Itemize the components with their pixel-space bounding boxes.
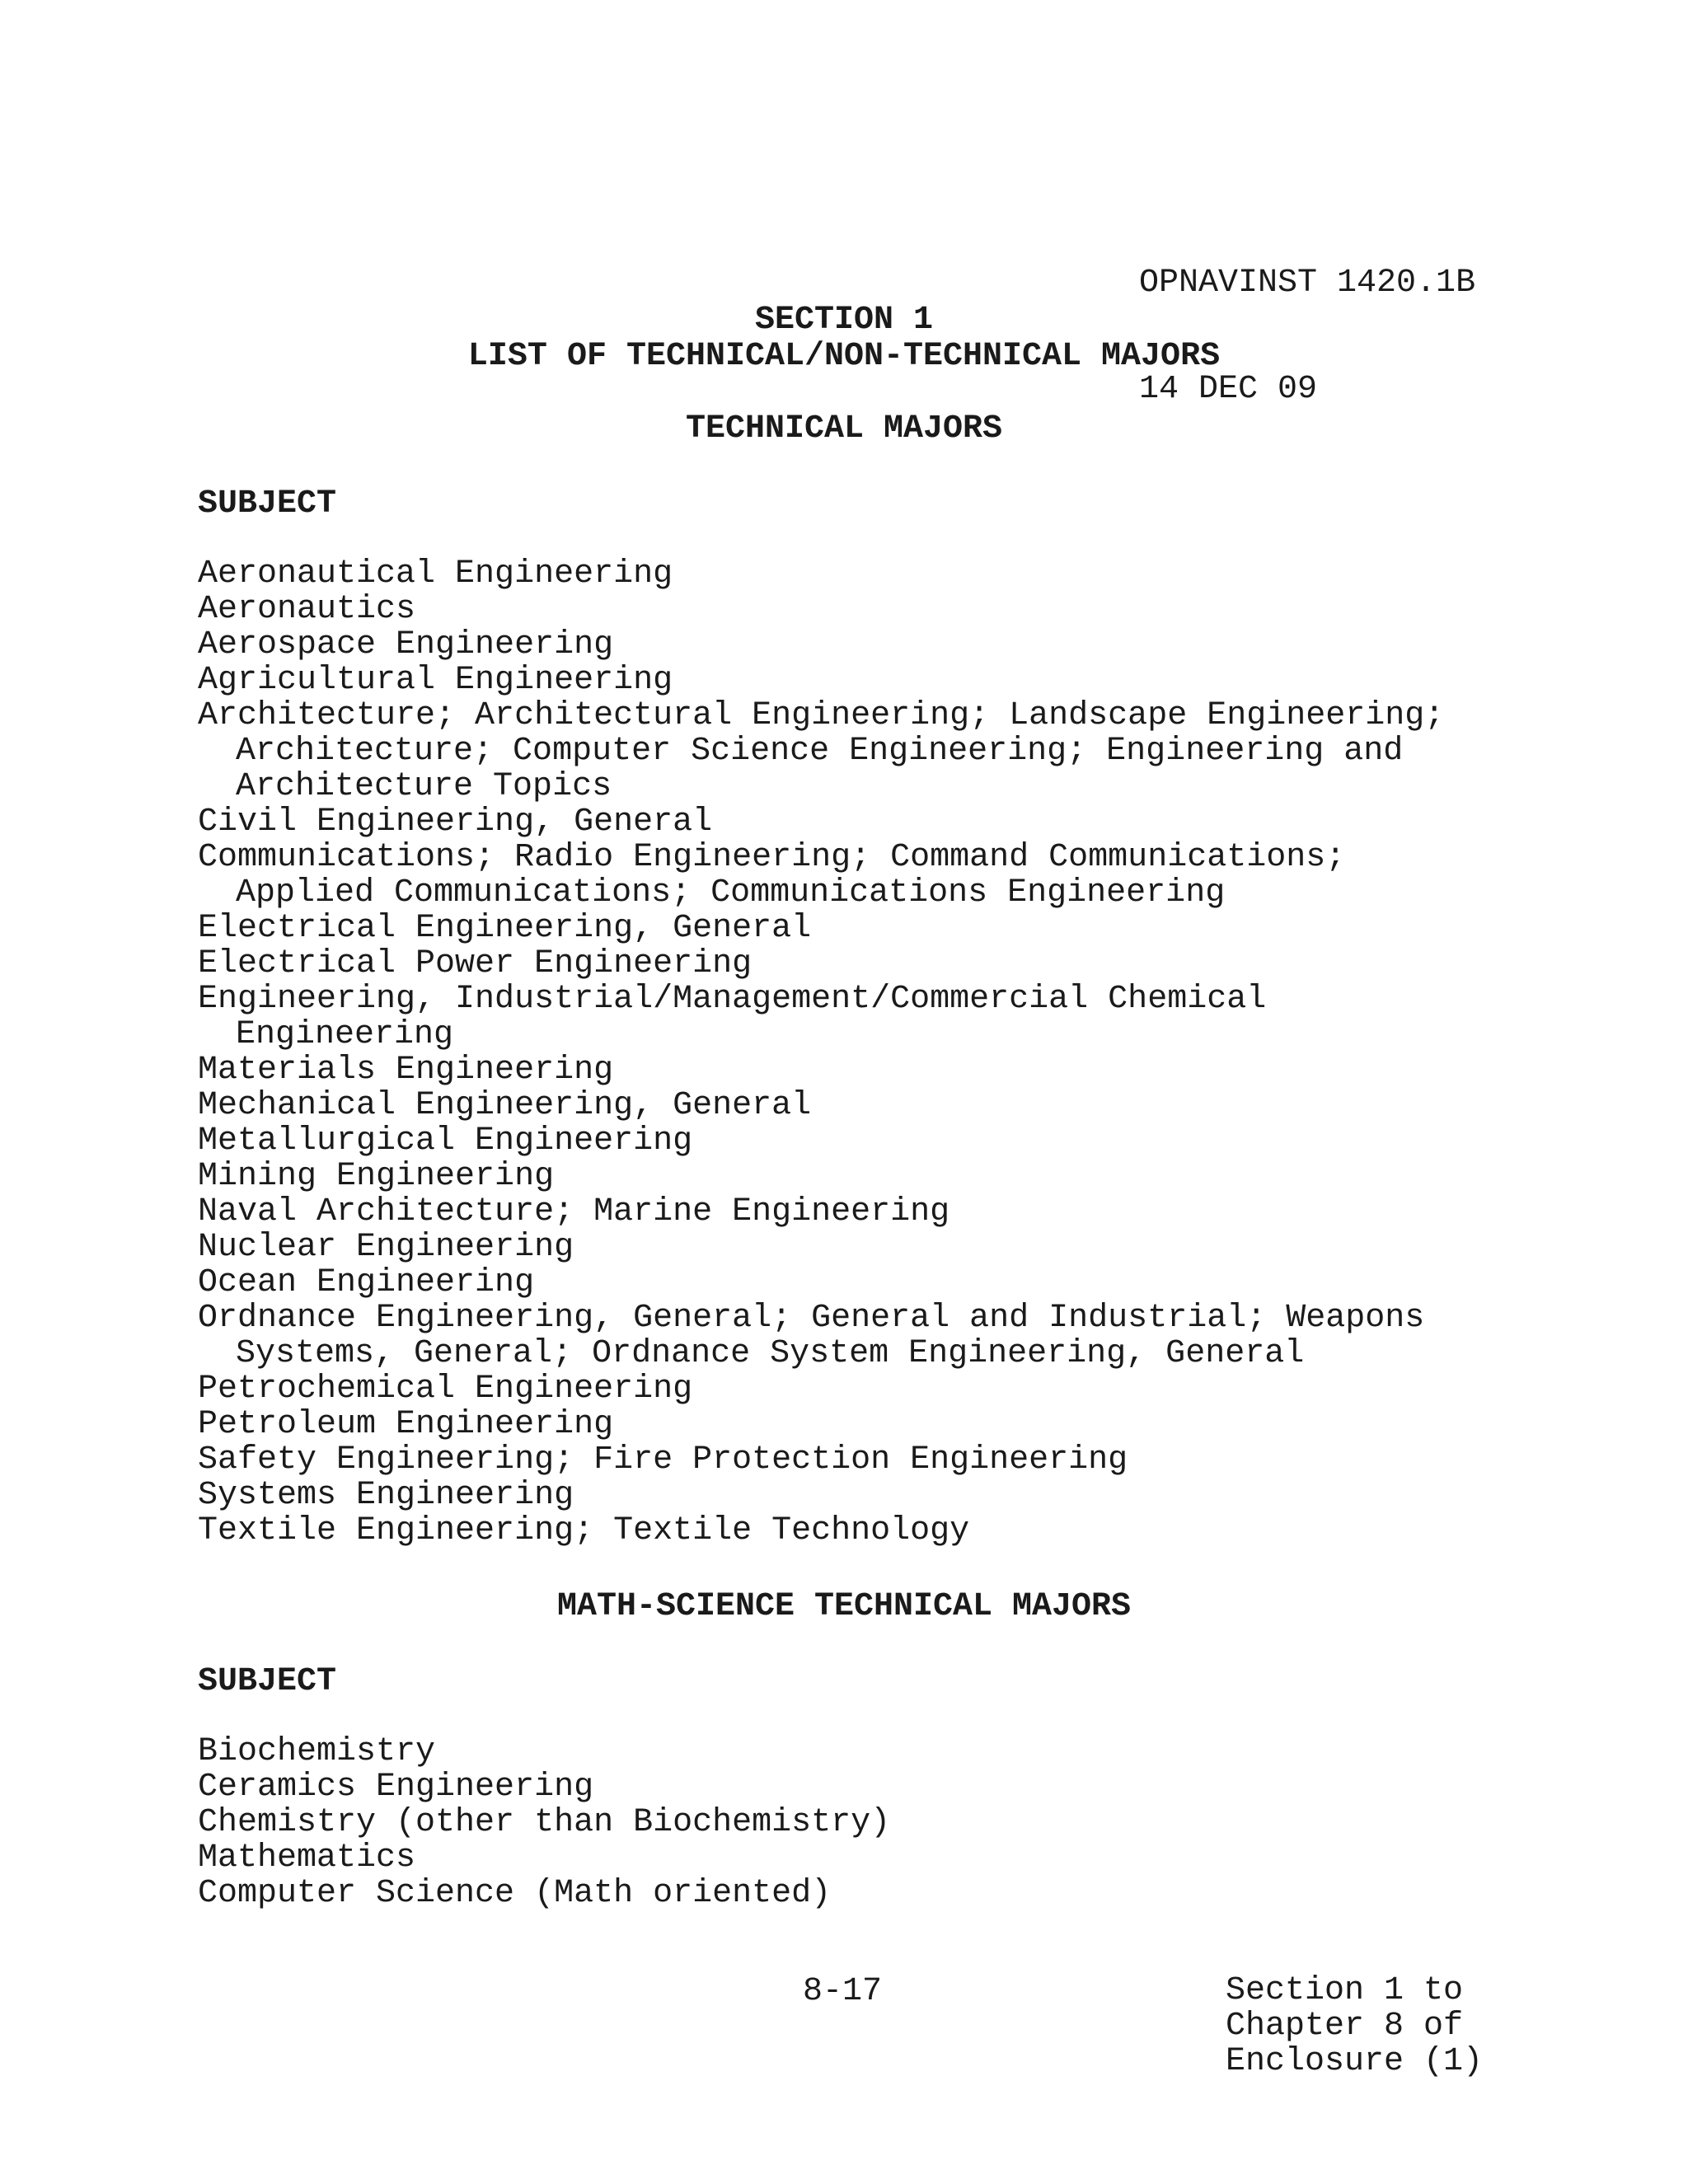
list-item (198, 982, 1444, 1052)
enclosure-reference-line: Chapter 8 of (1226, 2008, 1464, 2045)
list-item (198, 663, 1444, 698)
math-science-heading: MATH-SCIENCE TECHNICAL MAJORS (556, 1588, 1132, 1625)
list-item-text: Chemistry (other than Biochemistry) (198, 1804, 891, 1841)
list-item (198, 1478, 1444, 1513)
list-item (198, 592, 1444, 627)
list-item-text: Civil Engineering, General (198, 804, 713, 841)
document-number: OPNAVINST 1420.1B (1139, 265, 1476, 302)
enclosure-reference-line: Enclosure (1) (1226, 2043, 1484, 2080)
list-item (198, 1159, 1444, 1194)
list-item-text: Ceramics Engineering (198, 1769, 594, 1806)
list-item (198, 698, 1444, 804)
list-item-text: Safety Engineering; Fire Protection Engineering (198, 1441, 1128, 1479)
list-item-text: Metallurgical Engineering (198, 1122, 693, 1160)
list-item (198, 1442, 1444, 1478)
list-item (198, 1301, 1444, 1371)
list-item-text: Nuclear Engineering (198, 1229, 574, 1266)
list-item (198, 1088, 1444, 1123)
list-item (198, 1123, 1444, 1159)
list-item (198, 1371, 1444, 1407)
list-item-text: Communications; Radio Engineering; Command Communications; (198, 839, 1346, 876)
list-item-text: Biochemistry (198, 1733, 436, 1770)
list-item-continuation: Architecture; Computer Science Engineering; Engineering and (236, 733, 1404, 770)
list-item-continuation: Applied Communications; Communications Engineering (236, 874, 1226, 912)
list-item-text: Aerospace Engineering (198, 626, 614, 663)
list-item-text: Systems Engineering (198, 1477, 574, 1514)
list-item (198, 1840, 890, 1876)
subject-label-math-science: SUBJECT (198, 1663, 337, 1700)
list-item (198, 1265, 1444, 1301)
list-item (198, 1876, 890, 1911)
list-item-continuation: Systems, General; Ordnance System Engineering, General (236, 1335, 1305, 1372)
list-item-text: Naval Architecture; Marine Engineering (198, 1193, 950, 1230)
list-item-continuation: Engineering (236, 1016, 454, 1053)
math-science-majors-list (198, 1734, 890, 1911)
section-title: SECTION 1 (754, 302, 934, 339)
subject-label-technical: SUBJECT (198, 485, 337, 523)
list-item-text: Engineering, Industrial/Management/Commercial Chemical (198, 981, 1267, 1018)
list-item (198, 1194, 1444, 1230)
list-item-text: Petroleum Engineering (198, 1406, 614, 1443)
list-item-text: Ordnance Engineering, General; General and Industrial; Weapons (198, 1300, 1425, 1337)
list-item-text: Architecture; Architectural Engineering; Landscape Engineering; (198, 697, 1445, 734)
list-item-text: Materials Engineering (198, 1052, 614, 1089)
list-item-text: Electrical Engineering, General (198, 910, 812, 947)
list-item-text: Ocean Engineering (198, 1264, 535, 1301)
technical-majors-heading: TECHNICAL MAJORS (685, 410, 1003, 448)
list-item (198, 1230, 1444, 1265)
list-item (198, 804, 1444, 840)
list-item-text: Mining Engineering (198, 1158, 555, 1195)
list-item-text: Mathematics (198, 1840, 416, 1877)
list-item-text: Computer Science (Math oriented) (198, 1875, 832, 1912)
enclosure-reference-line: Section 1 to (1226, 1972, 1464, 2009)
list-item (198, 840, 1444, 911)
list-item (198, 946, 1444, 982)
list-item (198, 1513, 1444, 1549)
list-item-text: Agricultural Engineering (198, 662, 673, 699)
document-date: 14 DEC 09 (1139, 371, 1318, 408)
technical-majors-list (198, 556, 1444, 1549)
page-number: 8-17 (803, 1973, 883, 2010)
list-item (198, 627, 1444, 663)
list-item (198, 1734, 890, 1769)
list-item-text: Aeronautical Engineering (198, 555, 673, 593)
list-item-text: Textile Engineering; Textile Technology (198, 1512, 970, 1549)
list-title: LIST OF TECHNICAL/NON-TECHNICAL MAJORS (467, 338, 1221, 375)
list-item-text: Aeronautics (198, 591, 416, 628)
list-item (198, 1052, 1444, 1088)
list-item-continuation: Architecture Topics (236, 768, 612, 805)
list-item (198, 1407, 1444, 1442)
list-item (198, 911, 1444, 946)
list-item (198, 1805, 890, 1840)
list-item-text: Petrochemical Engineering (198, 1371, 693, 1408)
list-item-text: Mechanical Engineering, General (198, 1087, 812, 1124)
list-item (198, 556, 1444, 592)
list-item-text: Electrical Power Engineering (198, 945, 753, 982)
enclosure-reference (1226, 1973, 1483, 2079)
list-item (198, 1769, 890, 1805)
